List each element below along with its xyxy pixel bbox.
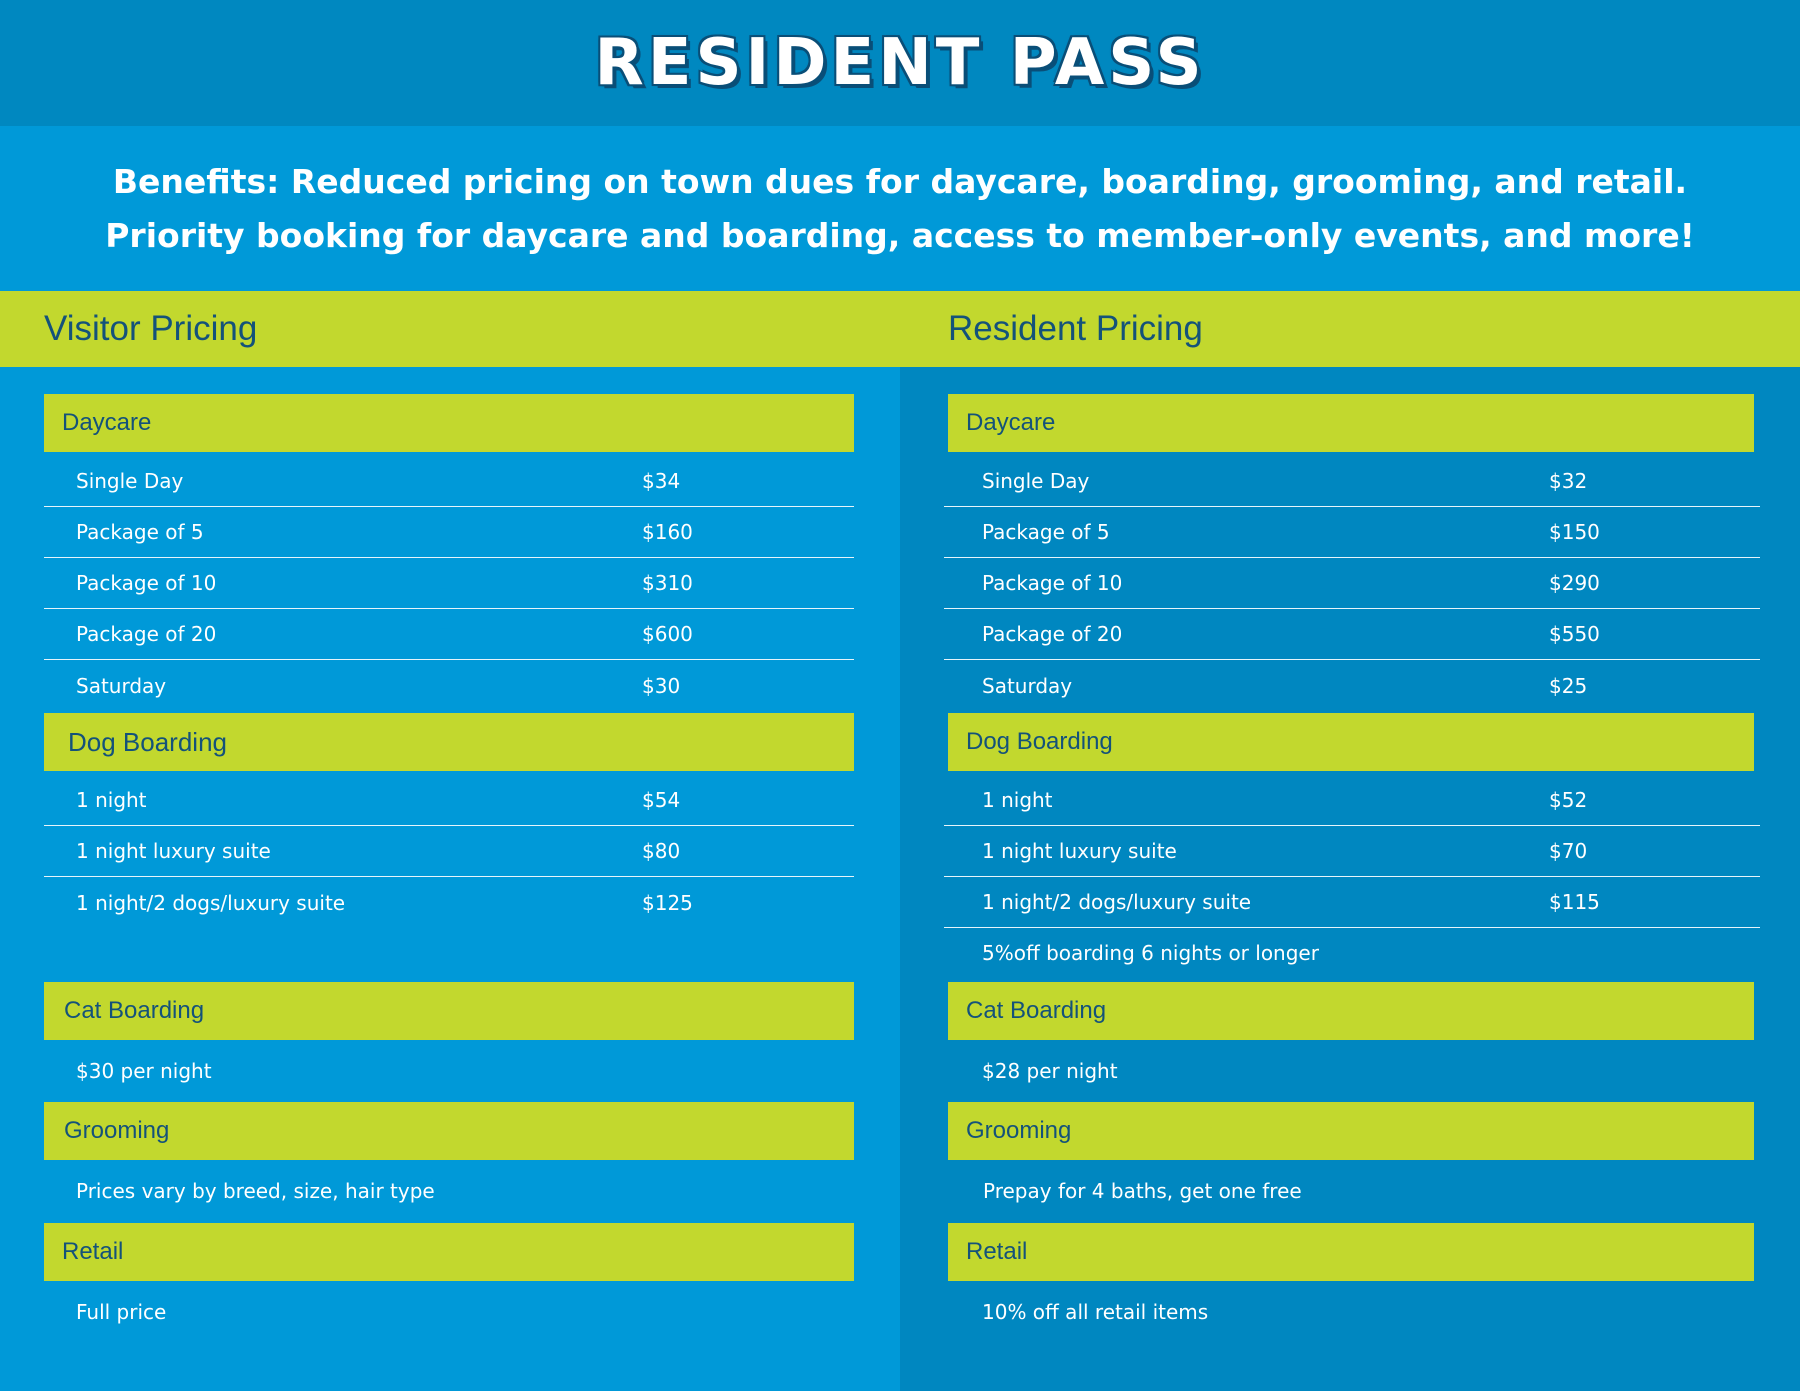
row-price: $600 [642, 622, 693, 646]
page-title: RESIDENT PASS [594, 26, 1206, 100]
row-label: Package of 5 [76, 520, 204, 544]
visitor-pricing-heading: Visitor Pricing [44, 309, 258, 348]
table-row [944, 877, 1760, 928]
pricing-heading-band [0, 291, 1800, 367]
row-price: $70 [1549, 839, 1588, 863]
row-label: Package of 20 [982, 622, 1123, 646]
row-price: $32 [1549, 469, 1588, 493]
row-label: 1 night/2 dogs/luxury suite [982, 890, 1252, 914]
page-header [0, 0, 1800, 126]
visitor-grooming-header: Grooming [44, 1102, 854, 1160]
benefits-banner [0, 126, 1800, 291]
resident-pricing-heading: Resident Pricing [948, 309, 1203, 348]
benefits-line-1: Benefits: Reduced pricing on town dues for daycare, boarding, grooming, and retail. [112, 161, 1688, 201]
table-row [44, 877, 854, 928]
row-label: 1 night luxury suite [76, 839, 271, 863]
row-label: 1 night luxury suite [982, 839, 1177, 863]
row-price: $115 [1549, 890, 1600, 914]
table-row [944, 558, 1760, 609]
resident-retail-header: Retail [948, 1223, 1754, 1281]
table-row [44, 660, 854, 711]
row-price: $34 [642, 469, 681, 493]
row-label: Package of 10 [76, 571, 217, 595]
row-label: Single Day [982, 469, 1090, 493]
table-row [944, 609, 1760, 660]
resident-boarding-discount-note: 5%off boarding 6 nights or longer [982, 941, 1319, 965]
row-price: $52 [1549, 788, 1588, 812]
row-price: $290 [1549, 571, 1600, 595]
table-row [44, 456, 854, 507]
row-label: 1 night [982, 788, 1053, 812]
row-label: Package of 20 [76, 622, 217, 646]
table-row [944, 456, 1760, 507]
table-row [944, 826, 1760, 877]
visitor-dog-boarding-header: Dog Boarding [44, 713, 854, 771]
row-price: $25 [1549, 673, 1588, 698]
row-label: Saturday [76, 673, 167, 698]
row-label: Package of 10 [982, 571, 1123, 595]
visitor-grooming-note: Prices vary by breed, size, hair type [76, 1179, 435, 1203]
visitor-retail-header: Retail [44, 1223, 854, 1281]
table-row [44, 775, 854, 826]
resident-daycare-header: Daycare [948, 394, 1754, 452]
resident-retail-note: 10% off all retail items [982, 1300, 1209, 1324]
visitor-cat-boarding-note: $30 per night [76, 1059, 212, 1083]
table-row [44, 609, 854, 660]
resident-cat-boarding-header: Cat Boarding [948, 982, 1754, 1040]
resident-dog-boarding-header: Dog Boarding [948, 713, 1754, 771]
row-label: 1 night [76, 788, 147, 812]
resident-cat-boarding-note: $28 per night [982, 1059, 1118, 1083]
table-row [44, 558, 854, 609]
resident-grooming-note: Prepay for 4 baths, get one free [983, 1179, 1302, 1203]
visitor-cat-boarding-header: Cat Boarding [44, 982, 854, 1040]
row-price: $150 [1549, 520, 1600, 544]
visitor-column [0, 367, 900, 1391]
row-label: 1 night/2 dogs/luxury suite [76, 890, 346, 915]
benefits-line-2: Priority booking for daycare and boarding, access to member-only events, and more! [105, 215, 1695, 255]
table-row [44, 826, 854, 877]
row-price: $30 [642, 673, 681, 698]
resident-column [900, 367, 1800, 1391]
visitor-daycare-header: Daycare [44, 394, 854, 452]
row-label: Package of 5 [982, 520, 1110, 544]
row-price: $54 [642, 788, 681, 812]
row-label: Single Day [76, 469, 184, 493]
table-row [44, 507, 854, 558]
resident-grooming-header: Grooming [948, 1102, 1754, 1160]
visitor-retail-note: Full price [76, 1300, 167, 1324]
row-price: $125 [642, 890, 693, 915]
row-price: $80 [642, 839, 681, 863]
row-price: $550 [1549, 622, 1600, 646]
row-label: Saturday [982, 673, 1073, 698]
table-row [944, 775, 1760, 826]
table-row [944, 507, 1760, 558]
row-price: $310 [642, 571, 693, 595]
row-price: $160 [642, 520, 693, 544]
table-row [944, 660, 1760, 711]
